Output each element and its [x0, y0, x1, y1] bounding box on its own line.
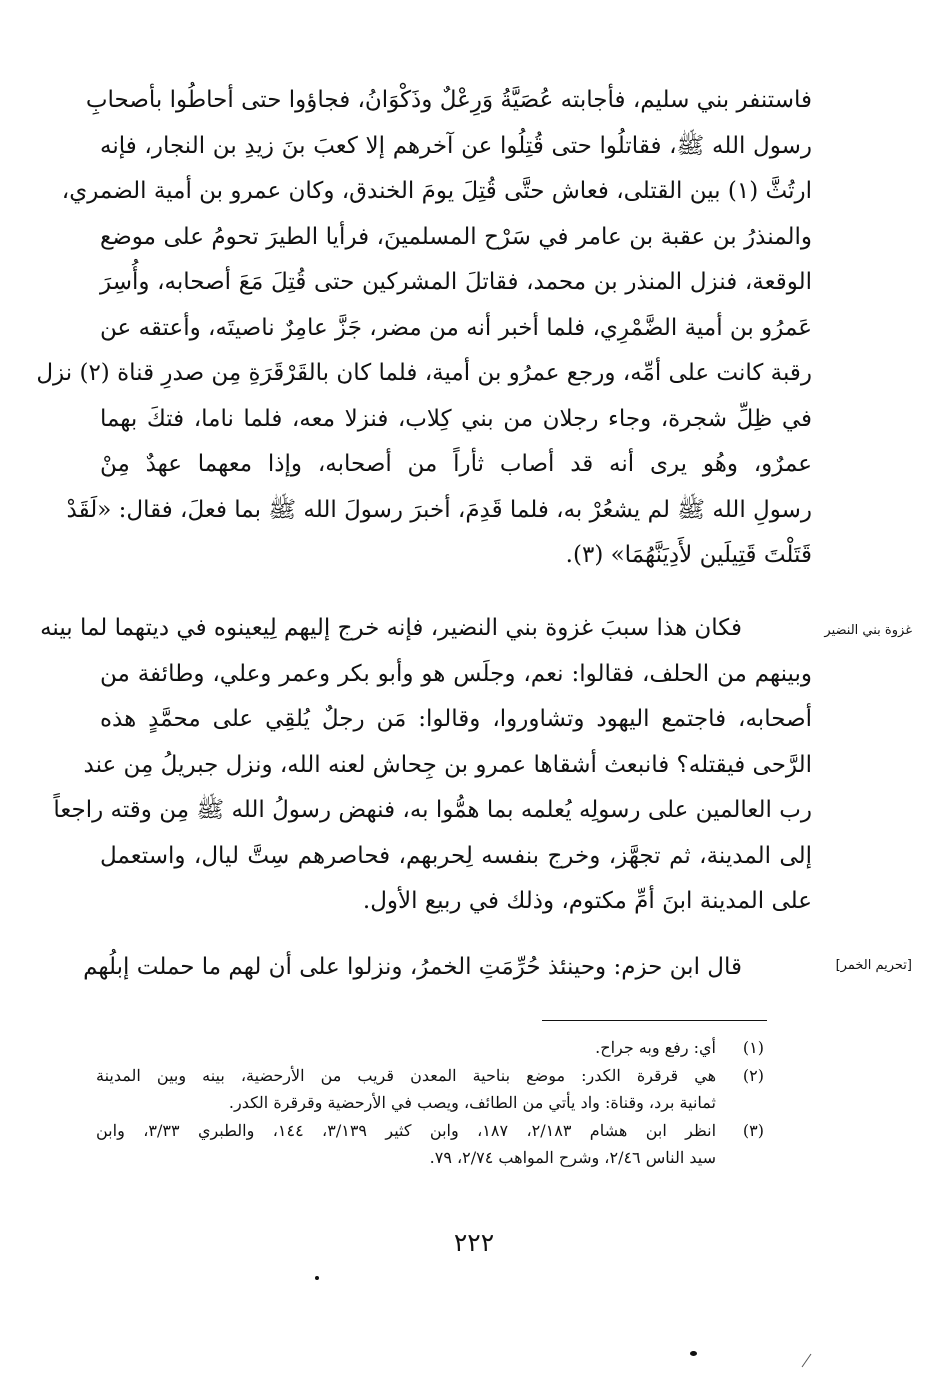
footnote-2	[96, 1062, 764, 1116]
page-number: ٢٢٢	[453, 1228, 495, 1257]
footnote-divider	[542, 1020, 767, 1021]
text-line: الوقعة، فنزل المنذر بن محمد، فقاتلَ المشركين حتى قُتِلَ مَعَ أصحابه، وأُسِرَ	[100, 269, 812, 295]
margin-note-nadir: غزوة بني النضير	[824, 623, 912, 638]
text-line: فكان هذا سببَ غزوة بني النضير، فإنه خرج إليهم لِيعينوه في ديتهما لما بينه	[40, 615, 742, 641]
footnote-1	[96, 1034, 764, 1061]
footnotes	[96, 1034, 764, 1172]
text-line: رب العالمين على رسولِه يُعلمه بما همُّوا به، فنهض رسولُ الله ﷺ مِن وقته راجعاً	[53, 797, 812, 823]
footnote-line: سيد الناس ٢/٤٦، وشرح المواهب ٢/٧٤، ٧٩.	[429, 1148, 716, 1167]
text-line: وبينهم من الحلف، فقالوا: نعم، وجلَس هو وأبو بكر وعمر وعلي، وطائفة من	[100, 660, 812, 687]
footnote-line: هي قرقرة الكدر: موضع بناحية المعدن قريب من الأرحضية، بينه وبين المدينة	[96, 1066, 716, 1085]
footnote-line: أي: رفع وبه جراح.	[595, 1038, 716, 1057]
text-line: رسولِ الله ﷺ لم يشعُرْ به، فلما قَدِمَ، أخبرَ رسولَ الله ﷺ بما فعلَ، فقال: «لَقَدْ	[66, 496, 812, 523]
pencil-mark	[800, 1352, 814, 1368]
text-line: على المدينة ابنَ أمِّ مكتوم، وذلك في ربيع الأول.	[362, 888, 812, 914]
text-line: الرَّحى فيقتله؟ فانبعث أشقاها عمرو بن جِحاش لعنه الله، ونزل جبريلُ مِن عند	[83, 751, 812, 778]
footnote-3	[96, 1117, 764, 1171]
ink-speck	[315, 1276, 319, 1280]
text-line: عمرٌو، وهُو يرى أنه قد أصاب ثأراً من أصحابه، وإذا معهما عهدٌ مِنْ	[100, 451, 812, 477]
paragraph-bir-maouna	[36, 78, 812, 579]
text-line: أصحابه، فاجتمع اليهود وتشاوروا، وقالوا: مَن رجلٌ يُلقِي على محمَّدٍ هذه	[100, 706, 812, 732]
footnote-number: (١)	[742, 1038, 764, 1057]
paragraph-khamr	[83, 945, 812, 991]
text-line: إلى المدينة، ثم تجهَّز، وخرج بنفسه لِحربهم، فحاصرهم سِتَّ ليال، واستعمل	[100, 842, 812, 869]
footnote-number: (٣)	[742, 1121, 764, 1140]
text-line: قَتَلْتَ قَتِيلَين لأَدِيَنَّهُمَا» (٣).	[565, 542, 812, 568]
footnote-line: ثمانية برد، وقناة: واد يأتي من الطائف، ويصب في الأرحضية وقرقرة الكدر.	[228, 1093, 716, 1112]
paragraph-bani-nadir	[40, 606, 812, 925]
footnote-line: انظر ابن هشام ٢/١٨٣، ١٨٧، وابن كثير ٣/١٣٩، ١٤٤، والطبري ٣/٣٣، وابن	[96, 1121, 717, 1140]
text-line: ارتُثَّ (١) بين القتلى، فعاش حتَّى قُتِلَ يومَ الخندق، وكان عمرو بن أمية الضمري،	[61, 178, 812, 204]
text-line: قال ابن حزم: وحينئذ حُرِّمَتِ الخمرُ، ونزلوا على أن لهم ما حملت إبلُهم	[83, 954, 742, 980]
text-line: والمنذرُ بن عقبة بن عامر في سَرْح المسلمينَ، فرأيا الطيرَ تحومُ على موضع	[100, 223, 812, 250]
text-line: عَمرُو بن أمية الضَّمْرِي، فلما أخبر أنه من مضر، جَزَّ عامِرٌ ناصيتَه، وأعتقه عن	[100, 314, 812, 341]
text-line: رقبة كانت على أمِّه، ورجع عمرُو بن أمية، فلما كان بالقَرْقَرَةِ مِن صدرِ قناة (٢) نزل	[36, 360, 812, 386]
ink-speck	[690, 1351, 697, 1356]
footnote-number: (٢)	[742, 1066, 764, 1085]
text-line: رسول الله ﷺ، فقاتلُوا حتى قُتِلُوا عن آخرهم إلا كعبَ بنَ زيدِ بن النجار، فإنه	[100, 132, 812, 159]
text-line: فاستنفر بني سليم، فأجابته عُصَيَّةُ وَرِعْلٌ وذَكْوَانُ، فجاؤوا حتى أحاطُوا بأصحابِ	[85, 87, 812, 113]
text-line: في ظِلِّ شجرة، وجاء رجلان من بني كِلاب، فنزلا معه، فلما ناما، فتكَ بهما	[100, 405, 812, 432]
margin-note-khamr: [تحريم الخمر]	[835, 958, 912, 973]
